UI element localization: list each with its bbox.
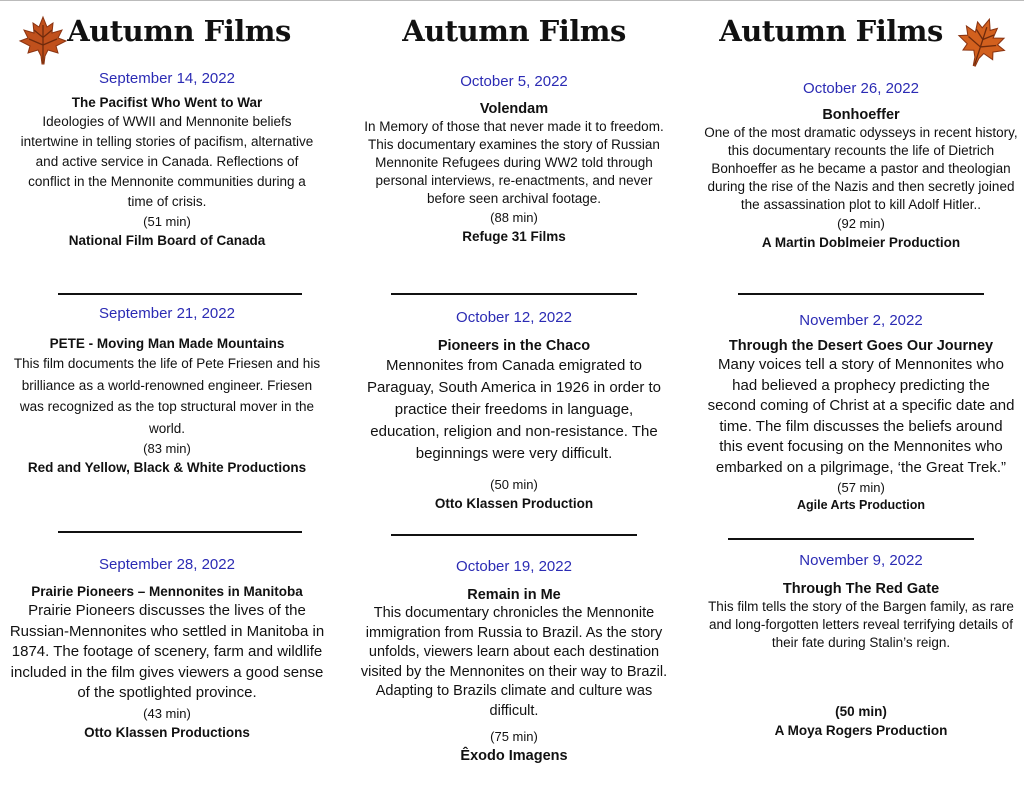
film-entry [355, 558, 673, 766]
film-title: PETE - Moving Man Made Mountains [49, 336, 285, 351]
film-date: September 21, 2022 [99, 305, 235, 322]
film-runtime: (50 min) [835, 704, 887, 719]
film-date: November 9, 2022 [799, 552, 923, 569]
film-title: Through The Red Gate [782, 581, 940, 597]
film-description: Mennonites from Canada emigrated to Paraguay, South America in 1926 in order to practice their freedoms in language, education, religion and non-resistance. The beginnings were very difficult. [366, 357, 662, 462]
column-1 [8, 0, 326, 791]
film-title: Volendam [479, 101, 549, 117]
film-entry [702, 552, 1020, 741]
film-date: October 5, 2022 [460, 73, 568, 90]
film-runtime: (83 min) [143, 441, 191, 456]
film-date: October 12, 2022 [456, 309, 572, 326]
film-producer: A Moya Rogers Production [774, 723, 948, 738]
divider [728, 538, 974, 540]
film-date: November 2, 2022 [799, 312, 923, 329]
film-entry [355, 73, 673, 247]
film-producer: Agile Arts Production [796, 498, 925, 512]
film-date: October 26, 2022 [803, 80, 919, 97]
column-heading: Autumn Films [402, 14, 626, 48]
film-runtime: (75 min) [490, 729, 538, 744]
film-producer: Êxodo Imagens [460, 748, 568, 764]
column-heading: Autumn Films [67, 14, 291, 48]
film-producer: A Martin Doblmeier Production [761, 235, 961, 250]
column-heading: Autumn Films [719, 14, 943, 48]
film-date: September 14, 2022 [99, 70, 235, 87]
film-description: Ideologies of WWII and Mennonite beliefs intertwine in telling stories of pacifism, alternative and active service in Canada. Reflections of conflict in the Mennonite communities during a time of crisis. [20, 114, 314, 209]
film-runtime: (43 min) [143, 705, 191, 721]
divider [391, 293, 637, 295]
film-description: Many voices tell a story of Mennonites who had believed a prophecy predicting the second coming of Christ at a specific date and time. The film discusses the beliefs around this event focusing on the Mennonites who embarked on a pilgrimage, ‘the Great Trek.” [707, 356, 1015, 476]
film-runtime: (51 min) [143, 214, 191, 229]
column-3 [702, 0, 1020, 791]
film-title: The Pacifist Who Went to War [71, 95, 263, 110]
film-producer: Refuge 31 Films [462, 229, 566, 244]
film-description: One of the most dramatic odysseys in recent history, this documentary recounts the life of Dietrich Bonhoeffer as he became a pastor and theologian during the rise of the Nazis and then secretly joined the assassination plot to kill Adolf Hitler.. [704, 125, 1018, 212]
film-title: Through the Desert Goes Our Journey [728, 338, 994, 354]
film-description: This film documents the life of Pete Friesen and his brilliance as a world-renowned engineer. Friesen was recognized as the top structural mover in the world. [13, 356, 321, 436]
film-date: September 28, 2022 [99, 556, 235, 573]
film-entry [702, 312, 1020, 514]
film-description: In Memory of those that never made it to freedom. This documentary examines the story of Russian Mennonite Refugees during WW2 told through personal interviews, re-enactments, and never before seen archival footage. [364, 119, 664, 206]
film-description: This documentary chronicles the Mennonite immigration from Russia to Brazil. As the story unfolds, viewers learn about each destination visited by the Mennonites on their way to Brazil. Adapting to Brazils climate and culture was difficult. [360, 605, 668, 719]
film-title: Bonhoeffer [822, 107, 900, 123]
film-entry [702, 80, 1020, 253]
film-producer: Otto Klassen Productions [84, 724, 250, 740]
film-runtime: (92 min) [837, 216, 885, 231]
film-producer: National Film Board of Canada [68, 233, 266, 248]
film-runtime: (50 min) [490, 477, 538, 492]
film-date: October 19, 2022 [456, 558, 572, 575]
film-producer: Otto Klassen Production [434, 496, 594, 511]
film-runtime: (57 min) [837, 480, 885, 495]
film-entry [8, 305, 326, 478]
film-title: Pioneers in the Chaco [437, 338, 591, 354]
film-title: Remain in Me [467, 587, 561, 603]
divider [58, 531, 302, 533]
divider [58, 293, 302, 295]
divider [738, 293, 984, 295]
film-entry [8, 70, 326, 251]
column-2 [355, 0, 673, 791]
film-description: Prairie Pioneers discusses the lives of the Russian-Mennonites who settled in Manitoba in 1874. The footage of scenery, farm and wildlife included in the film gives viewers a good sense of the spotlighted province. [9, 602, 325, 701]
film-entry [8, 556, 326, 743]
film-title: Prairie Pioneers – Mennonites in Manitoba [31, 584, 303, 599]
film-entry [355, 309, 673, 514]
film-producer: Red and Yellow, Black & White Productions [27, 460, 307, 475]
film-description: This film tells the story of the Bargen family, as rare and long-forgotten letters reveal terrifying details of their fate during Stalin’s reign. [708, 599, 1014, 650]
divider [391, 534, 637, 536]
film-runtime: (88 min) [490, 210, 538, 225]
